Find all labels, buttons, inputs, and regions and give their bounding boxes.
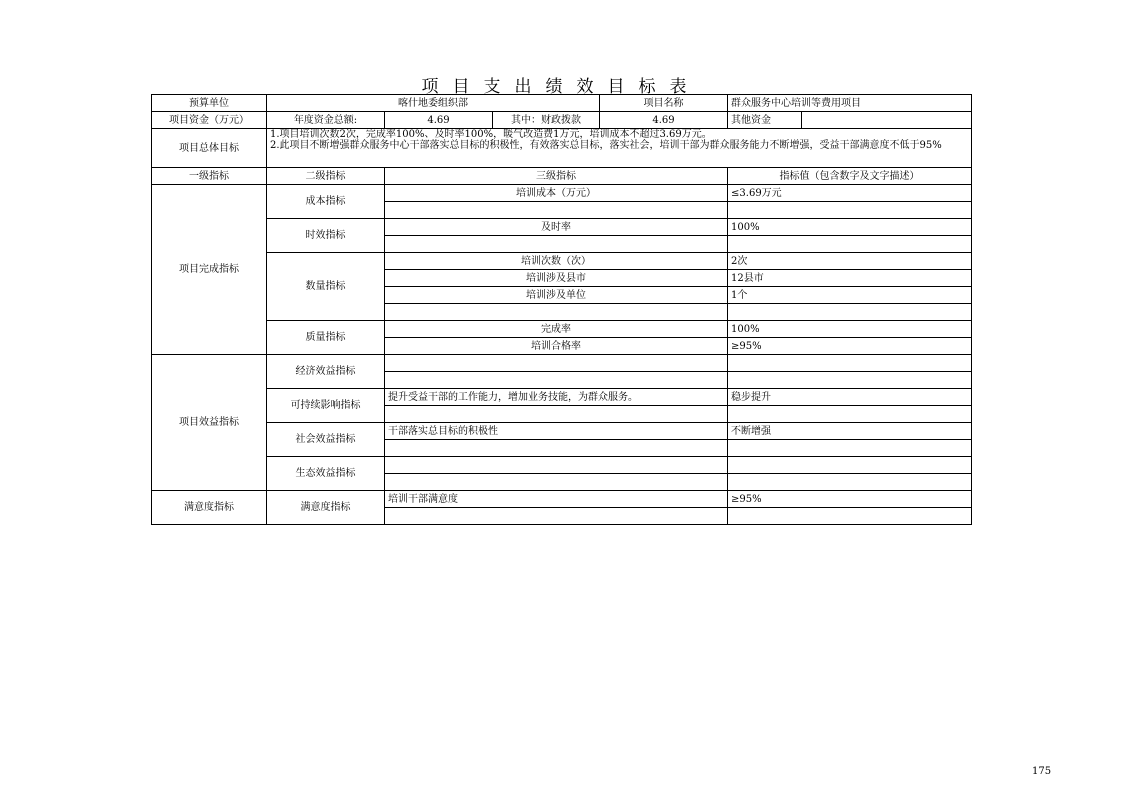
indicator-value xyxy=(728,440,972,457)
level2-indicator: 时效指标 xyxy=(267,219,385,253)
funds-row xyxy=(152,112,972,129)
level3-indicator: 培训干部满意度 xyxy=(385,491,728,508)
indicator-row xyxy=(152,457,972,474)
funds-label: 项目资金（万元） xyxy=(152,112,267,129)
indicator-value: 100% xyxy=(728,321,972,338)
level3-indicator xyxy=(385,304,728,321)
level1-indicator: 项目完成指标 xyxy=(152,185,267,355)
level3-indicator: 完成率 xyxy=(385,321,728,338)
project-name-label: 项目名称 xyxy=(600,95,728,112)
indicator-value: ≥95% xyxy=(728,491,972,508)
header-value: 指标值（包含数字及文字描述） xyxy=(728,168,972,185)
indicator-value: 100% xyxy=(728,219,972,236)
header-row xyxy=(152,168,972,185)
level3-indicator: 培训涉及单位 xyxy=(385,287,728,304)
goal-line-2: 2.此项目不断增强群众服务中心干部落实总目标的积极性，有效落实总目标，落实社会，培训干部为群众服务能力不断增强，受益干部满意度不低于95% xyxy=(270,140,942,151)
level3-indicator: 培训涉及县市 xyxy=(385,270,728,287)
level3-indicator xyxy=(385,508,728,525)
level2-indicator: 质量指标 xyxy=(267,321,385,355)
indicator-value: 2次 xyxy=(728,253,972,270)
level3-indicator: 培训合格率 xyxy=(385,338,728,355)
level3-indicator xyxy=(385,355,728,372)
header-level3: 三级指标 xyxy=(385,168,728,185)
page-title: 项目支出绩效目标表 xyxy=(421,77,701,97)
level2-indicator: 满意度指标 xyxy=(267,491,385,525)
header-level2: 二级指标 xyxy=(267,168,385,185)
level3-indicator xyxy=(385,474,728,491)
indicator-row xyxy=(152,219,972,236)
indicator-value xyxy=(728,406,972,423)
level2-indicator: 成本指标 xyxy=(267,185,385,219)
goal-line-1: 1.项目培训次数2次，完成率100%、及时率100%，暖气改造费1万元，培训成本不超过3.69万元。 xyxy=(270,129,712,140)
level1-indicator: 满意度指标 xyxy=(152,491,267,525)
indicator-value xyxy=(728,508,972,525)
indicator-value: 稳步提升 xyxy=(728,389,972,406)
project-name-value: 群众服务中心培训等费用项目 xyxy=(728,95,972,112)
goal-text xyxy=(267,129,972,168)
header-level1: 一级指标 xyxy=(152,168,267,185)
level3-indicator: 培训次数（次） xyxy=(385,253,728,270)
indicator-row xyxy=(152,253,972,270)
goal-label: 项目总体目标 xyxy=(152,129,267,168)
unit-row xyxy=(152,95,972,112)
level1-indicator: 项目效益指标 xyxy=(152,355,267,491)
unit-label: 预算单位 xyxy=(152,95,267,112)
level3-indicator xyxy=(385,406,728,423)
indicator-row xyxy=(152,321,972,338)
fiscal-value: 4.69 xyxy=(600,112,728,129)
indicator-value xyxy=(728,304,972,321)
level3-indicator xyxy=(385,457,728,474)
level2-indicator: 可持续影响指标 xyxy=(267,389,385,423)
indicator-row xyxy=(152,355,972,372)
goal-row xyxy=(152,129,972,168)
indicator-row xyxy=(152,491,972,508)
level2-indicator: 生态效益指标 xyxy=(267,457,385,491)
level3-indicator xyxy=(385,440,728,457)
level2-indicator: 经济效益指标 xyxy=(267,355,385,389)
level3-indicator xyxy=(385,372,728,389)
level2-indicator: 社会效益指标 xyxy=(267,423,385,457)
indicator-value: 不断增强 xyxy=(728,423,972,440)
indicator-value xyxy=(728,355,972,372)
indicator-value: ≤3.69万元 xyxy=(728,185,972,202)
indicator-value xyxy=(728,236,972,253)
level3-indicator: 及时率 xyxy=(385,219,728,236)
level3-indicator xyxy=(385,236,728,253)
indicator-row xyxy=(152,185,972,202)
performance-table xyxy=(151,94,972,525)
unit-value: 喀什地委组织部 xyxy=(267,95,600,112)
fiscal-label: 其中：财政拨款 xyxy=(493,112,600,129)
indicator-value: 1个 xyxy=(728,287,972,304)
indicator-value xyxy=(728,457,972,474)
level3-indicator xyxy=(385,202,728,219)
indicator-value xyxy=(728,202,972,219)
indicator-value xyxy=(728,372,972,389)
indicator-row xyxy=(152,389,972,406)
indicator-row xyxy=(152,423,972,440)
annual-total-value: 4.69 xyxy=(385,112,493,129)
page-number: 175 xyxy=(1032,766,1052,777)
indicator-value: ≥95% xyxy=(728,338,972,355)
level2-indicator: 数量指标 xyxy=(267,253,385,321)
level3-indicator: 培训成本（万元） xyxy=(385,185,728,202)
other-funds-label: 其他资金 xyxy=(728,112,802,129)
indicator-value: 12县市 xyxy=(728,270,972,287)
annual-total-label: 年度资金总额: xyxy=(267,112,385,129)
level3-indicator: 提升受益干部的工作能力，增加业务技能，为群众服务。 xyxy=(385,389,728,406)
other-funds-value xyxy=(802,112,972,129)
level3-indicator: 干部落实总目标的积极性 xyxy=(385,423,728,440)
indicator-value xyxy=(728,474,972,491)
